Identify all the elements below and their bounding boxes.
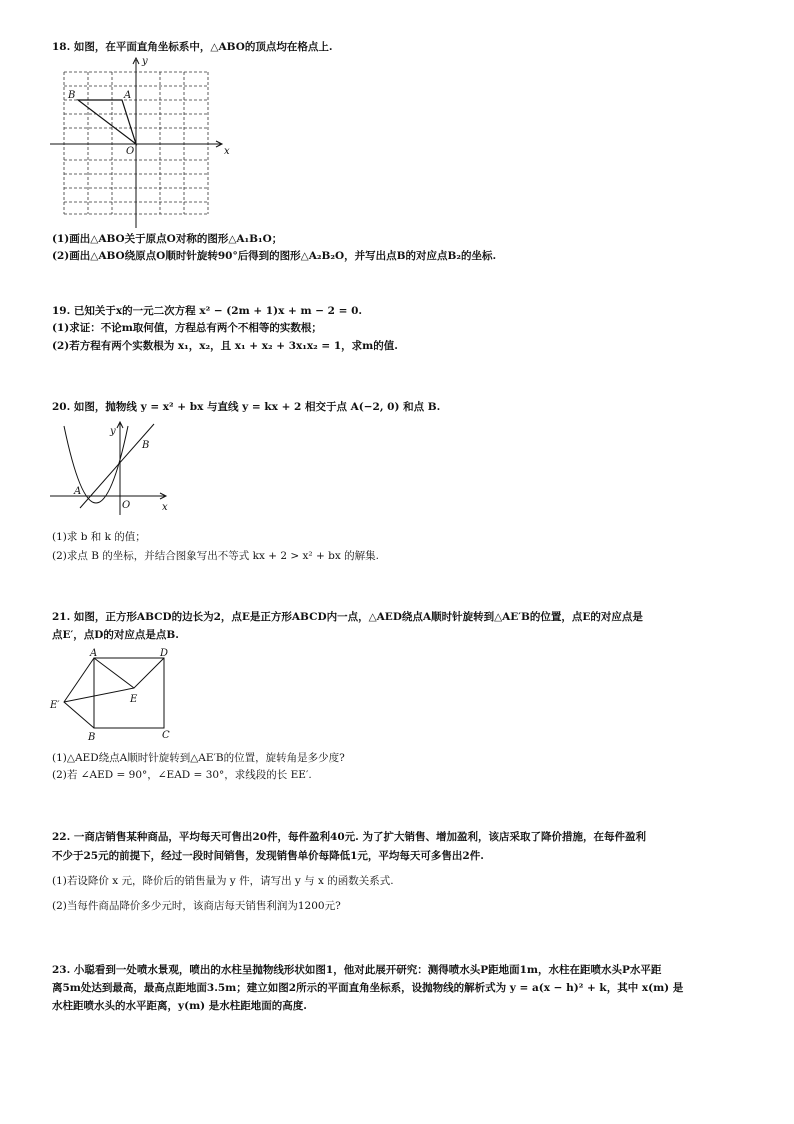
q22-part1: (1)若设降价 x 元，降价后的销售量为 y 件，请写出 y 与 x 的函数关系式. — [52, 875, 394, 887]
q23-line1: 23. 小聪看到一处喷水景观，喷出的水柱呈抛物线形状如图1，他对此展开研究：测得喷水头P距地面1m，水柱在距喷水头P水平距 — [52, 964, 662, 976]
fig20-point-o: O — [122, 500, 131, 511]
fig21-point-e-prime: E′ — [50, 700, 60, 711]
fig21-point-e: E — [130, 694, 138, 705]
q21-stem-cont: 点E′，点D的对应点是点B. — [52, 629, 179, 641]
q19-part1: (1)求证：不论m取何值，方程总有两个不相等的实数根； — [52, 322, 322, 334]
straight-line — [80, 424, 154, 508]
q19-part2: (2)若方程有两个实数根为 x₁，x₂，且 x₁ + x₂ + 3x₁x₂ = 1，求m的值. — [52, 340, 398, 352]
q21-part1: (1)△AED绕点A顺时针旋转到△AE′B的位置，旋转角是多少度? — [52, 752, 345, 764]
q20-part1: (1)求 b 和 k 的值； — [52, 531, 146, 543]
triangle-aed — [94, 658, 164, 688]
fig21-point-d: D — [160, 648, 169, 659]
fig21-point-c: C — [162, 730, 170, 741]
triangle-aeb — [64, 658, 94, 728]
q23-line2: 离5m处达到最高，最高点距地面3.5m；建立如图2所示的平面直角坐标系，设抛物线的解析式为 y = a(x − h)² + k，其中 x(m) 是 — [52, 982, 684, 994]
fig18-x-label: x — [224, 146, 230, 157]
fig18-y-label: y — [142, 56, 148, 67]
q18-grid-figure — [50, 56, 240, 231]
fig20-y-label: y — [110, 426, 116, 437]
q22-part2: (2)当每件商品降价多少元时，该商店每天销售利润为1200元? — [52, 900, 341, 912]
fig20-x-label: x — [162, 502, 168, 513]
fig18-point-b: B — [68, 90, 76, 101]
q23-line3: 水柱距喷水头的水平距离，y(m) 是水柱距地面的高度. — [52, 1000, 307, 1012]
q20-part2: (2)求点 B 的坐标，并结合图象写出不等式 kx + 2 > x² + bx 的解集. — [52, 550, 379, 562]
q18-part1: (1)画出△ABO关于原点O对称的图形△A₁B₁O； — [52, 233, 283, 245]
q20-stem: 20. 如图，抛物线 y = x² + bx 与直线 y = kx + 2 相交于点 A(−2, 0) 和点 B. — [52, 401, 441, 413]
q21-square-figure — [50, 646, 185, 744]
fig21-point-a: A — [90, 648, 98, 659]
q21-stem: 21. 如图，正方形ABCD的边长为2，点E是正方形ABCD内一点，△AED绕点A顺时针旋转到△AE′B的位置，点E的对应点是 — [52, 611, 643, 623]
fig18-point-o: O — [126, 146, 135, 157]
fig20-point-a: A — [74, 486, 82, 497]
q20-parabola-figure — [50, 420, 175, 515]
fig20-point-b: B — [142, 440, 150, 451]
q18-stem: 18. 如图，在平面直角坐标系中，△ABO的顶点均在格点上. — [52, 41, 333, 53]
segment-ee — [64, 688, 134, 702]
q22-stem-cont: 不少于25元的前提下，经过一段时间销售，发现销售单价每降低1元，平均每天可多售出2件. — [52, 850, 484, 862]
fig21-point-b: B — [88, 732, 96, 743]
triangle-abo — [78, 100, 136, 144]
q19-stem: 19. 已知关于x的一元二次方程 x² − (2m + 1)x + m − 2 = 0. — [52, 305, 363, 317]
fig18-point-a: A — [124, 90, 132, 101]
q21-part2: (2)若 ∠AED = 90°，∠EAD = 30°，求线段的长 EE′. — [52, 769, 312, 781]
q22-stem: 22. 一商店销售某种商品，平均每天可售出20件，每件盈利40元. 为了扩大销售、增加盈利，该店采取了降价措施，在每件盈利 — [52, 831, 646, 843]
q18-part2: (2)画出△ABO绕原点O顺时针旋转90°后得到的图形△A₂B₂O，并写出点B的对应点B₂的坐标. — [52, 250, 497, 262]
